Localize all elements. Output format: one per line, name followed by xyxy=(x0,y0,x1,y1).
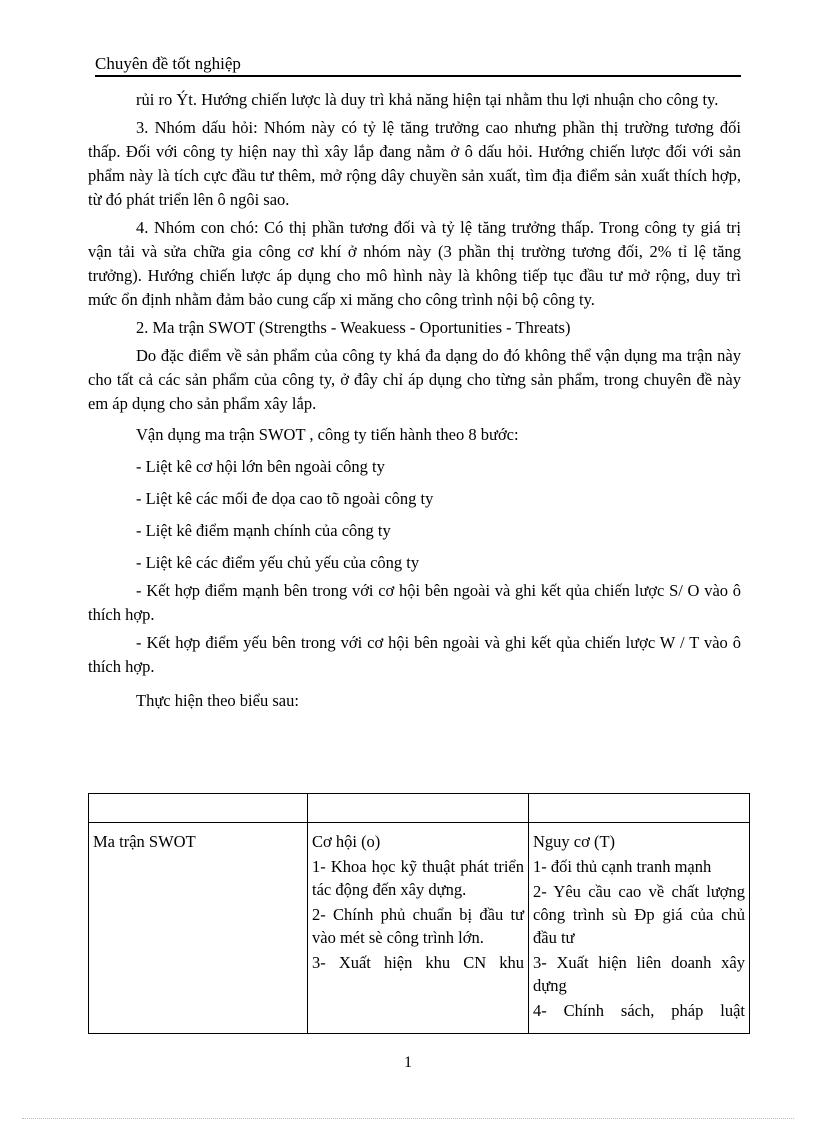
opportunity-item: 2- Chính phủ chuẩn bị đầu tư vào mét sè công trình lớn. xyxy=(312,905,524,947)
table-cell xyxy=(308,794,529,823)
table-row xyxy=(89,823,750,1034)
paragraph-question-group: 3. Nhóm dấu hỏi: Nhóm này có tỷ lệ tăng trưởng cao nhưng phần thị trường tương đối thấp. Đối với công ty hiện nay thì xây lắp đang nằm ở ô dấu hỏi. Hướng chiến lược đối với sản phẩm này là tích cực đầu tư thêm, mở rộng dây chuyền sản xuất, tìm địa điểm sản xuất thích hợp, từ đó phát triển lên ô ngôi sao. xyxy=(88,118,741,209)
list-item: - Liệt kê các mối đe dọa cao tõ ngoài công ty xyxy=(136,489,434,508)
paragraph-swot-steps: Vận dụng ma trận SWOT , công ty tiến hành theo 8 bước: xyxy=(136,425,519,444)
threat-item: 2- Yêu cầu cao về chất lượng công trình sù Đp giá của chủ đầu tư xyxy=(533,882,745,947)
list-item: - Liệt kê các điểm yếu chủ yếu của công ty xyxy=(136,553,420,572)
threat-item: 4- Chính sách, pháp luật xyxy=(533,1001,745,1020)
table-intro: Thực hiện theo biểu sau: xyxy=(136,691,299,710)
opportunity-item: 3- Xuất hiện khu CN khu xyxy=(312,953,524,972)
table-cell xyxy=(89,794,308,823)
table-header-row xyxy=(89,794,750,823)
swot-title: Ma trận SWOT xyxy=(93,832,196,851)
list-item: - Kết hợp điểm yếu bên trong với cơ hội bên ngoài và ghi kết qủa chiến lược W / T vào ô thích hợp. xyxy=(88,633,741,676)
threats-cell xyxy=(529,823,750,1034)
swot-title-cell xyxy=(89,823,308,1034)
threats-title: Nguy cơ (T) xyxy=(533,832,616,851)
threat-item: 1- đối thủ cạnh tranh mạnh xyxy=(533,857,712,876)
list-item: - Liệt kê điểm mạnh chính của công ty xyxy=(136,521,391,540)
opportunity-item: 1- Khoa học kỹ thuật phát triển tác động đến xây dựng. xyxy=(312,857,524,899)
paragraph-dog-group: 4. Nhóm con chó: Có thị phần tương đối và tỷ lệ tăng trưởng thấp. Trong công ty giá trị vận tải và sửa chữa gia công cơ khí ở nhóm này (3 phần thị trường tương đối, 2% tỉ lệ tăng trưởng). Hướng chiến lược áp dụng cho mô hình này là không tiếp tục đầu tư mở rộng, duy trì mức ổn định nhằm đảm bảo cung cấp xi măng cho công trình nội bộ công ty. xyxy=(88,218,741,309)
page-header xyxy=(95,53,741,77)
threat-item: 3- Xuất hiện liên doanh xây dựng xyxy=(533,953,745,995)
document-body xyxy=(88,88,741,713)
paragraph-swot-intro: Do đặc điểm về sản phẩm của công ty khá đa dạng do đó không thể vận dụng ma trận này cho tất cả các sản phẩm của công ty, ở đây chỉ áp dụng cho từng sản phẩm, trong chuyên đề này em áp dụng cho sản phẩm xây lắp. xyxy=(88,346,741,413)
page-number: 1 xyxy=(404,1054,412,1071)
list-item: - Kết hợp điểm mạnh bên trong với cơ hội bên ngoài và ghi kết qủa chiến lược S/ O vào ô thích hợp. xyxy=(88,581,741,624)
header-title: Chuyên đề tốt nghiệp xyxy=(95,54,241,73)
opportunities-cell xyxy=(308,823,529,1034)
table-cell xyxy=(529,794,750,823)
footer-divider xyxy=(22,1118,794,1119)
opportunities-title: Cơ hội (o) xyxy=(312,832,381,851)
swot-table xyxy=(88,793,750,1034)
section-heading-swot: 2. Ma trận SWOT (Strengths - Weakuess - Oportunities - Threats) xyxy=(136,318,571,337)
list-item: - Liệt kê cơ hội lớn bên ngoài công ty xyxy=(136,457,385,476)
paragraph-continuation: rủi ro Ýt. Hướng chiến lược là duy trì khả năng hiện tại nhằm thu lợi nhuận cho công ty. xyxy=(136,90,719,109)
